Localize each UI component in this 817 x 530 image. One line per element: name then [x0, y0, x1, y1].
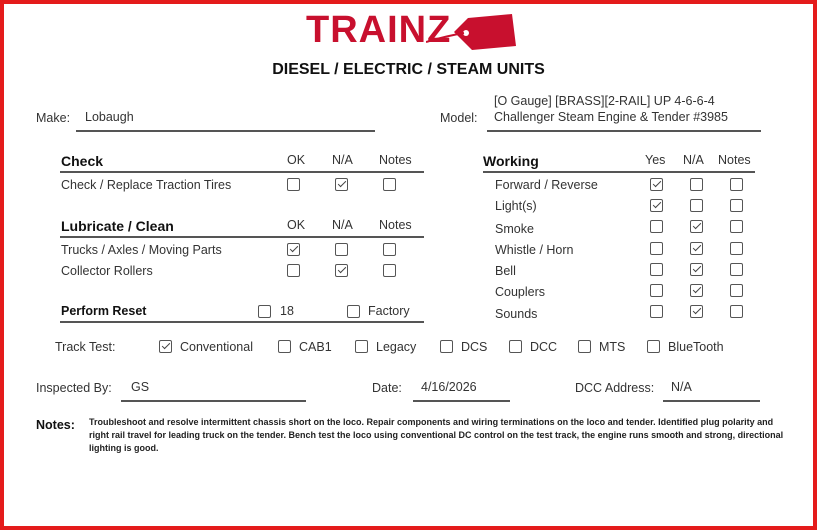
lubricate-header-ok: OK [287, 218, 306, 232]
make-value: Lobaugh [85, 110, 134, 124]
working-couplers-yes-checkbox[interactable] [650, 284, 663, 297]
working-header-yes: Yes [645, 153, 666, 167]
track-dcs-checkbox[interactable] [440, 340, 453, 353]
lubricate-row-trucks: Trucks / Axles / Moving Parts [61, 243, 222, 257]
working-row-sounds: Sounds [495, 307, 538, 321]
lubricate-header-notes: Notes [379, 218, 412, 232]
price-tag-icon [426, 12, 516, 52]
working-section-title: Working [483, 153, 539, 169]
reset-18-label: 18 [280, 304, 294, 318]
make-label: Make: [36, 111, 71, 125]
document-title: DIESEL / ELECTRIC / STEAM UNITS [272, 61, 545, 78]
lubricate-collector-notes-checkbox[interactable] [383, 264, 396, 277]
working-smoke-notes-checkbox[interactable] [730, 220, 743, 233]
lubricate-header-na: N/A [332, 218, 353, 232]
working-smoke-yes-checkbox[interactable] [650, 220, 663, 233]
reset-title: Perform Reset [61, 304, 147, 318]
dcc-address-underline [663, 400, 760, 402]
make-underline [76, 130, 375, 132]
working-sounds-na-checkbox[interactable] [690, 305, 703, 318]
check-traction-na-checkbox[interactable] [335, 178, 348, 191]
lubricate-trucks-na-checkbox[interactable] [335, 243, 348, 256]
working-row-lights: Light(s) [495, 199, 537, 213]
track-dcs-label: DCS [461, 340, 488, 354]
working-row-couplers: Couplers [495, 285, 546, 299]
lubricate-collector-na-checkbox[interactable] [335, 264, 348, 277]
date-label: Date: [372, 381, 402, 395]
track-legacy-checkbox[interactable] [355, 340, 368, 353]
dcc-address-value: N/A [671, 380, 692, 394]
notes-text: Troubleshoot and resolve intermittent chassis short on the loco. Repair components and wiring terminations on the loco and tender. Identified plug polarity and right rail travel for leading truck on the tender. Bench test the loco using conventional DC control on the test track, the engine runs smooth and strong, directional lighting is good. [89, 417, 784, 453]
working-smoke-na-checkbox[interactable] [690, 220, 703, 233]
check-traction-notes-checkbox[interactable] [383, 178, 396, 191]
model-value-line2: Challenger Steam Engine & Tender #3985 [494, 110, 728, 124]
working-row-bell: Bell [495, 264, 516, 278]
working-sounds-notes-checkbox[interactable] [730, 305, 743, 318]
working-lights-notes-checkbox[interactable] [730, 199, 743, 212]
model-underline [487, 130, 761, 132]
working-whistle-na-checkbox[interactable] [690, 242, 703, 255]
track-mts-label: MTS [599, 340, 626, 354]
dcc-address-label: DCC Address: [575, 381, 655, 395]
working-row-whistle-horn: Whistle / Horn [495, 243, 574, 257]
working-forward-notes-checkbox[interactable] [730, 178, 743, 191]
notes-label: Notes: [36, 418, 75, 432]
check-section-title: Check [61, 153, 104, 169]
working-forward-na-checkbox[interactable] [690, 178, 703, 191]
working-lights-yes-checkbox[interactable] [650, 199, 663, 212]
track-test-label: Track Test: [55, 340, 116, 354]
track-bluetooth-label: BlueTooth [668, 340, 724, 354]
lubricate-collector-ok-checkbox[interactable] [287, 264, 300, 277]
lubricate-trucks-notes-checkbox[interactable] [383, 243, 396, 256]
check-header-notes: Notes [379, 153, 412, 167]
working-header-notes: Notes [718, 153, 751, 167]
check-row-traction-tires: Check / Replace Traction Tires [61, 178, 232, 192]
logo-text: TRAINZ [306, 9, 452, 51]
lubricate-row-collector: Collector Rollers [61, 264, 153, 278]
working-divider [483, 171, 755, 173]
working-couplers-na-checkbox[interactable] [690, 284, 703, 297]
working-header-na: N/A [683, 153, 704, 167]
working-whistle-yes-checkbox[interactable] [650, 242, 663, 255]
track-cab1-checkbox[interactable] [278, 340, 291, 353]
model-label: Model: [440, 111, 478, 125]
track-dcc-checkbox[interactable] [509, 340, 522, 353]
inspected-by-underline [121, 400, 306, 402]
model-value-line1: [O Gauge] [BRASS][2-RAIL] UP 4-6-6-4 [494, 94, 715, 108]
reset-factory-checkbox[interactable] [347, 305, 360, 318]
track-conventional-label: Conventional [180, 340, 253, 354]
lubricate-trucks-ok-checkbox[interactable] [287, 243, 300, 256]
reset-18-checkbox[interactable] [258, 305, 271, 318]
track-cab1-label: CAB1 [299, 340, 332, 354]
inspected-by-label: Inspected By: [36, 381, 112, 395]
working-forward-yes-checkbox[interactable] [650, 178, 663, 191]
check-traction-ok-checkbox[interactable] [287, 178, 300, 191]
trainz-logo [306, 10, 516, 50]
working-lights-na-checkbox[interactable] [690, 199, 703, 212]
working-row-forward-reverse: Forward / Reverse [495, 178, 598, 192]
working-couplers-notes-checkbox[interactable] [730, 284, 743, 297]
lubricate-section-title: Lubricate / Clean [61, 218, 174, 234]
track-legacy-label: Legacy [376, 340, 417, 354]
track-mts-checkbox[interactable] [578, 340, 591, 353]
working-row-smoke: Smoke [495, 222, 534, 236]
working-sounds-yes-checkbox[interactable] [650, 305, 663, 318]
track-dcc-label: DCC [530, 340, 558, 354]
working-bell-yes-checkbox[interactable] [650, 263, 663, 276]
check-header-ok: OK [287, 153, 306, 167]
track-conventional-checkbox[interactable] [159, 340, 172, 353]
date-underline [413, 400, 510, 402]
check-header-na: N/A [332, 153, 353, 167]
check-divider [60, 171, 424, 173]
reset-divider [60, 321, 424, 323]
working-bell-na-checkbox[interactable] [690, 263, 703, 276]
working-whistle-notes-checkbox[interactable] [730, 242, 743, 255]
lubricate-divider [60, 236, 424, 238]
working-bell-notes-checkbox[interactable] [730, 263, 743, 276]
date-value: 4/16/2026 [421, 380, 477, 394]
inspected-by-value: GS [131, 380, 150, 394]
reset-factory-label: Factory [368, 304, 410, 318]
track-bluetooth-checkbox[interactable] [647, 340, 660, 353]
